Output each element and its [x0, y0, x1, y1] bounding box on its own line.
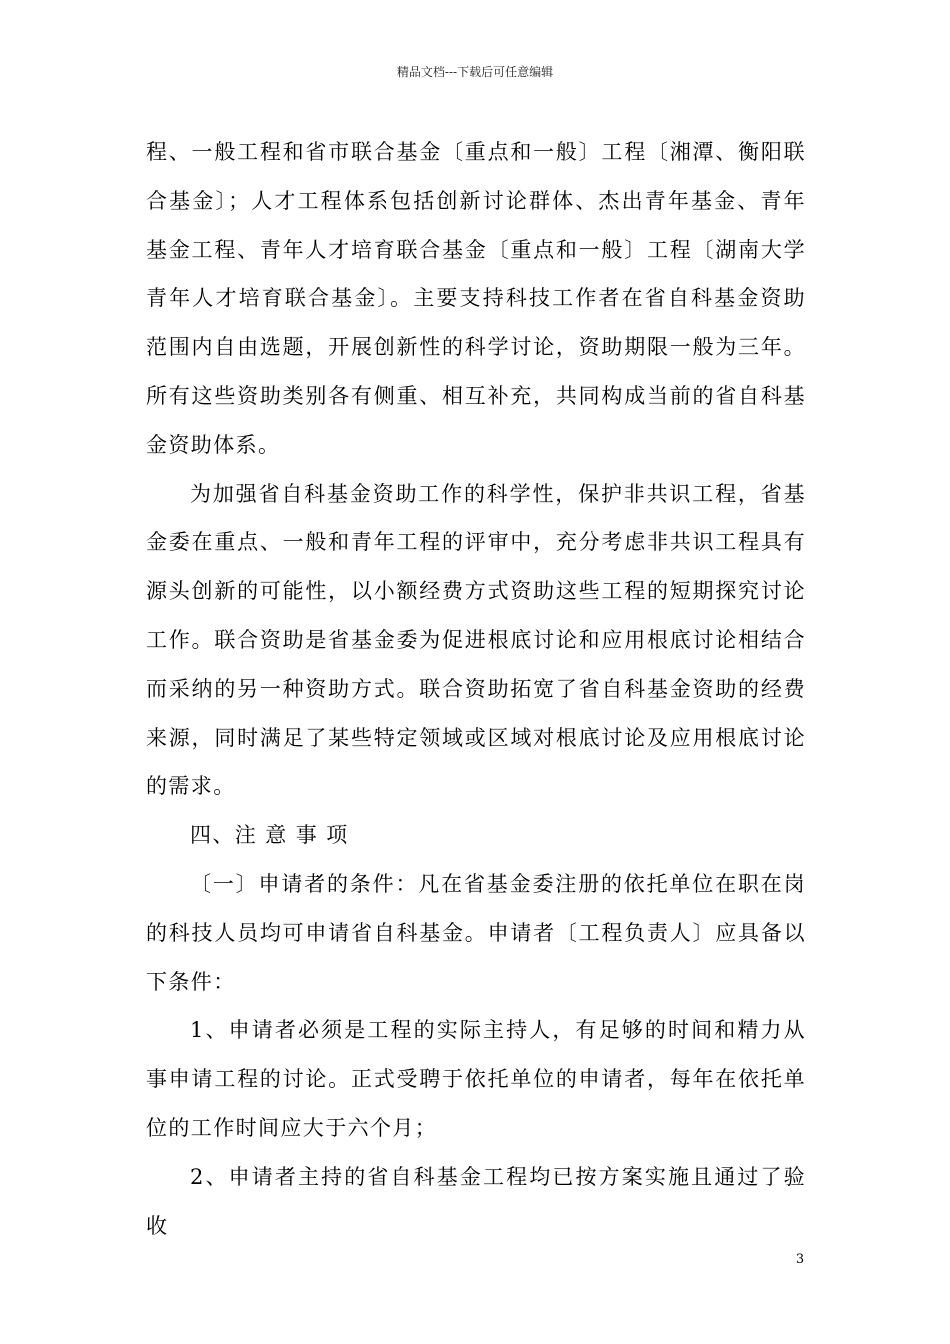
- paragraph-funding-types: 程、一般工程和省市联合基金〔重点和一般〕工程〔湘潭、衡阳联合基金〕；人才工程体系包括创新讨论群体、杰出青年基金、青年基金工程、青年人才培育联合基金〔重点和一般〕工程〔湖南大学青年人才培育联合基金〕。主要支持科技工作者在省自科基金资助范围内自由选题，开展创新性的科学讨论，资助期限一般为三年。所有这些资助类别各有侧重、相互补充，共同构成当前的省自科基金资助体系。: [146, 140, 806, 457]
- section-heading-notes: 四、注 意 事 项: [190, 823, 349, 848]
- paragraph-condition-2: 2、申请者主持的省自科基金工程均已按方案实施且通过了验收: [146, 1164, 806, 1238]
- page-header: 精品文档---下载后可任意编辑: [396, 65, 554, 79]
- document-body: [146, 128, 806, 1250]
- paragraph-non-consensus: 为加强省自科基金资助工作的科学性，保护非共识工程，省基金委在重点、一般和青年工程的评审中，充分考虑非共识工程具有源头创新的可能性，以小额经费方式资助这些工程的短期探究讨论工作。联合资助是省基金委为促进根底讨论和应用根底讨论相结合而采纳的另一种资助方式。联合资助拓宽了省自科基金资助的经费来源，同时满足了某些特定领域或区域对根底讨论及应用根底讨论的需求。: [146, 481, 806, 799]
- paragraph-applicant-conditions: 〔一〕申请者的条件：凡在省基金委注册的依托单位在职在岗的科技人员均可申请省自科基金。申请者〔工程负责人〕应具备以下条件：: [146, 871, 806, 994]
- page-number: 3: [795, 1252, 805, 1267]
- paragraph-condition-1: 1、申请者必须是工程的实际主持人，有足够的时间和精力从事申请工程的讨论。正式受聘于依托单位的申请者，每年在依托单位的工作时间应大于六个月；: [146, 1018, 806, 1140]
